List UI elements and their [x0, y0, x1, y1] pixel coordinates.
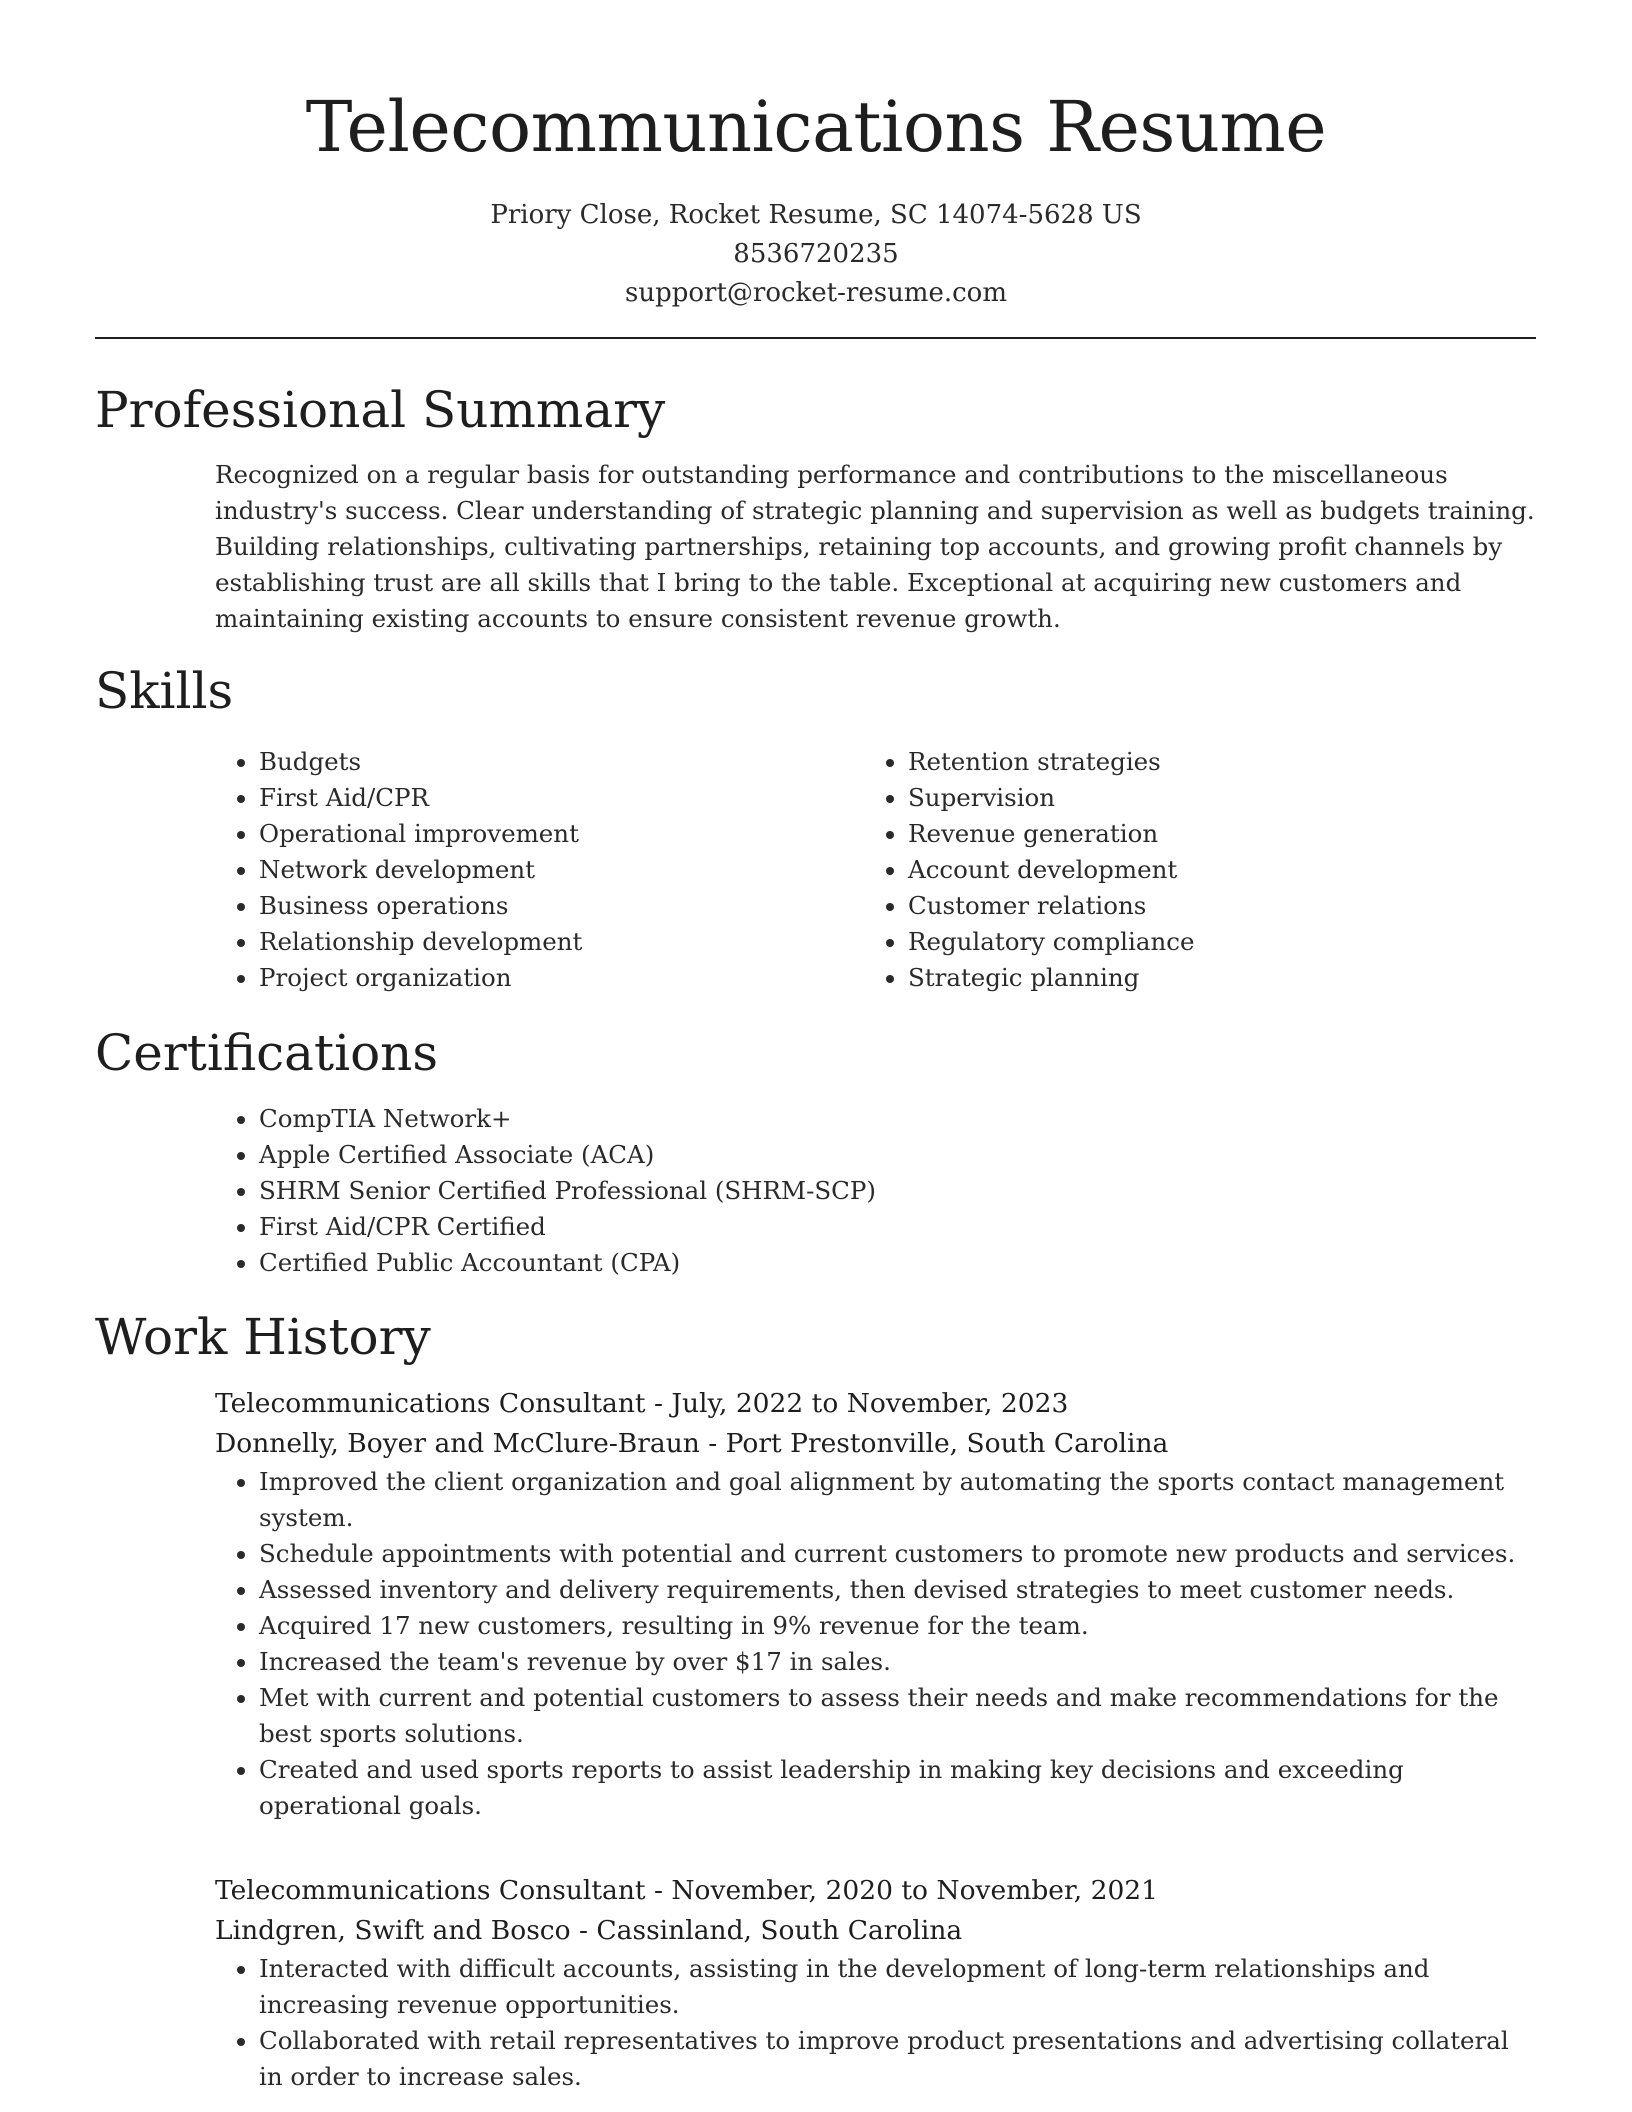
skill-item: • Account development: [908, 852, 1194, 888]
job-title: Telecommunications Consultant: [215, 1388, 646, 1419]
resume-title: Telecommunications Resume: [305, 86, 1327, 168]
skills-list-left: [215, 744, 582, 996]
job-bullet: • Met with current and potential customers to assess their needs and make recommendations for the best sports solutions.: [259, 1680, 1535, 1752]
job-title-line: [215, 1871, 1535, 1911]
summary-text: Recognized on a regular basis for outstanding performance and contributions to the miscellaneous industry's success. Clear understanding of strategic planning and supervision as well as budgets training. Building relationships, cultivating partnerships, retaining top accounts, and growing profit channels by establishing trust are all skills that I bring to the table. Exceptional at acquiring new customers and maintaining existing accounts to ensure consistent revenue growth.: [215, 460, 1535, 633]
job-company-line: [215, 1424, 1535, 1464]
skill-item: • Operational improvement: [259, 816, 582, 852]
certification-item: • First Aid/CPR Certified: [259, 1209, 1535, 1245]
job-bullet: • Improved the client organization and goal alignment by automating the sports contact management system.: [259, 1464, 1535, 1536]
job-location: - Port Prestonville, South Carolina: [699, 1428, 1169, 1459]
skill-item: • Retention strategies: [908, 744, 1194, 780]
summary-heading: Professional Summary: [95, 381, 666, 439]
skill-item: • First Aid/CPR: [259, 780, 582, 816]
certification-item: • CompTIA Network+: [259, 1101, 1535, 1137]
resume-header: [0, 84, 1632, 313]
job-location: - Cassinland, South Carolina: [570, 1915, 963, 1946]
job-title: Telecommunications Consultant: [215, 1875, 646, 1906]
skill-item: • Business operations: [259, 888, 582, 924]
skill-item: • Revenue generation: [908, 816, 1194, 852]
job-bullet: • Increased the team's revenue by over $17 in sales.: [259, 1644, 1535, 1680]
contact-info: [0, 196, 1632, 313]
skill-item: • Customer relations: [908, 888, 1194, 924]
job-entry-2: [215, 1871, 1535, 2095]
skill-item: • Regulatory compliance: [908, 924, 1194, 960]
skills-column-left: [215, 744, 582, 996]
work-history-heading: Work History: [95, 1308, 431, 1366]
job-bullets: [215, 1464, 1535, 1824]
job-bullet: • Created and used sports reports to assist leadership in making key decisions and exceeding operational goals.: [259, 1752, 1535, 1824]
skill-item: • Budgets: [259, 744, 582, 780]
job-bullet: • Acquired 17 new customers, resulting in 9% revenue for the team.: [259, 1608, 1535, 1644]
certification-item: • Apple Certified Associate (ACA): [259, 1137, 1535, 1173]
skill-item: • Strategic planning: [908, 960, 1194, 996]
certifications-block: [215, 1101, 1535, 1281]
skills-heading: Skills: [95, 662, 234, 720]
job-bullet: • Interacted with difficult accounts, assisting in the development of long-term relationships and increasing revenue opportunities.: [259, 1951, 1535, 2023]
contact-address: Priory Close, Rocket Resume, SC 14074-5628 US: [490, 200, 1142, 230]
job-dates: - November, 2020 to November, 2021: [645, 1875, 1159, 1906]
contact-phone: 8536720235: [733, 239, 899, 269]
certifications-heading: Certifications: [95, 1024, 439, 1082]
skills-column-right: [864, 744, 1194, 996]
certification-item: • Certified Public Accountant (CPA): [259, 1245, 1535, 1281]
job-bullet: • Schedule appointments with potential and current customers to promote new products and services.: [259, 1536, 1535, 1572]
job-title-line: [215, 1384, 1535, 1424]
certification-item: • SHRM Senior Certified Professional (SHRM-SCP): [259, 1173, 1535, 1209]
skill-item: • Project organization: [259, 960, 582, 996]
job-dates: - July, 2022 to November, 2023: [645, 1388, 1069, 1419]
job-company: Donnelly, Boyer and McClure-Braun: [215, 1428, 700, 1459]
skill-item: • Network development: [259, 852, 582, 888]
skills-list-right: [864, 744, 1194, 996]
job-entry-1: [215, 1384, 1535, 1824]
skill-item: • Supervision: [908, 780, 1194, 816]
job-company: Lindgren, Swift and Bosco: [215, 1915, 571, 1946]
job-bullets: [215, 1951, 1535, 2095]
header-divider: [95, 337, 1536, 339]
job-bullet: • Assessed inventory and delivery requirements, then devised strategies to meet customer needs.: [259, 1572, 1535, 1608]
job-bullet: • Collaborated with retail representatives to improve product presentations and advertising collateral in order to increase sales.: [259, 2023, 1535, 2095]
job-company-line: [215, 1911, 1535, 1951]
certifications-list: [215, 1101, 1535, 1281]
skill-item: • Relationship development: [259, 924, 582, 960]
contact-email: support@rocket-resume.com: [624, 278, 1007, 308]
